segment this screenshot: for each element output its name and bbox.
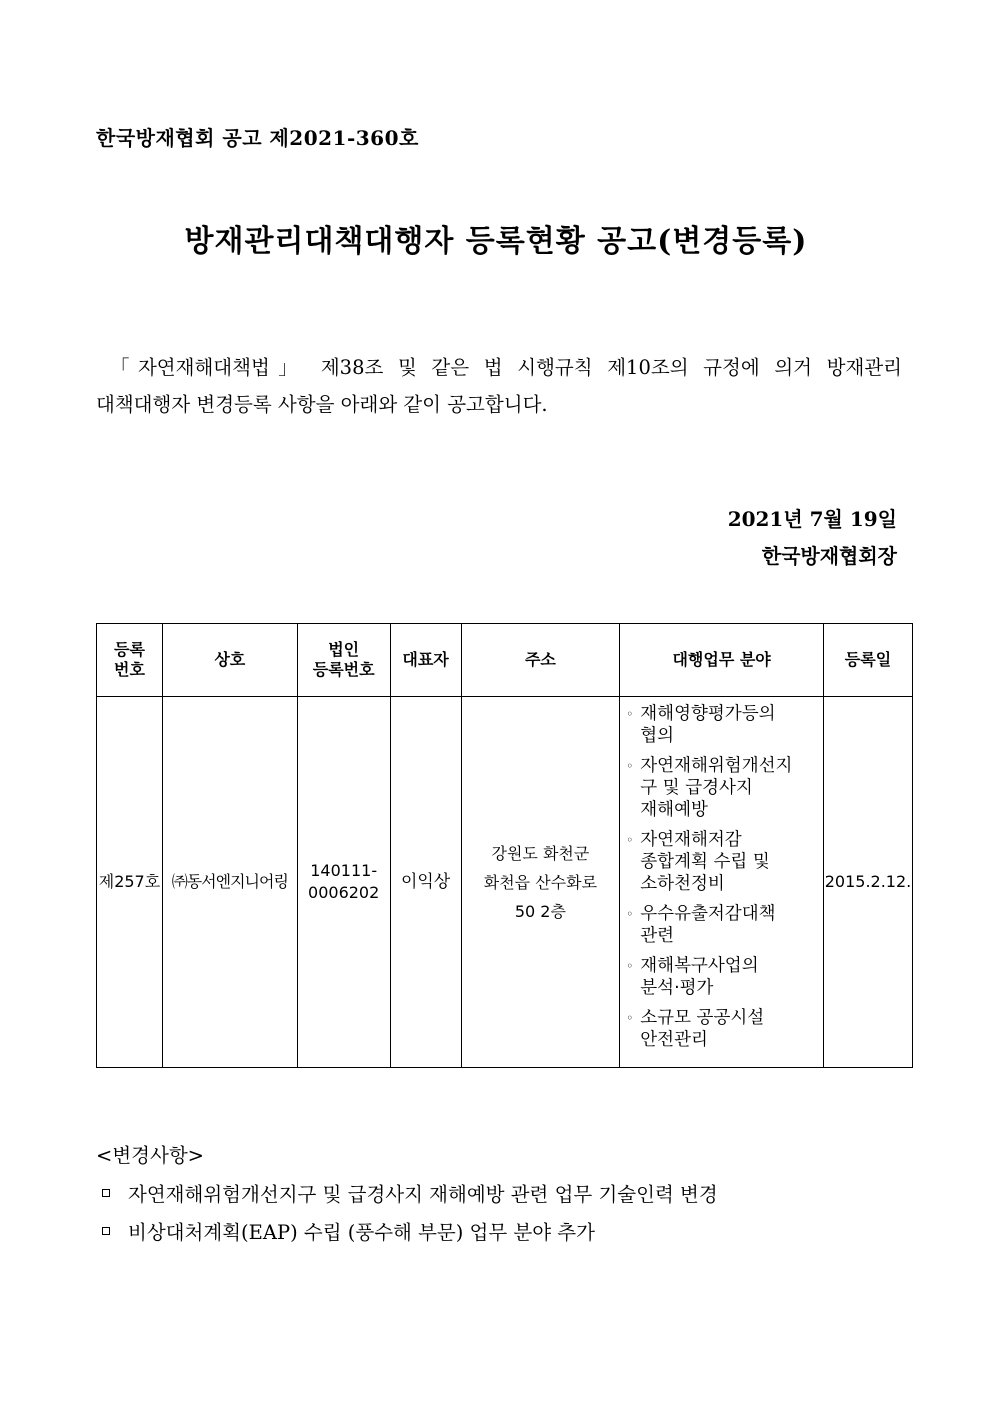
field-text-line: 재해예방 bbox=[640, 800, 708, 820]
notice-body-line-1: 「자연재해대책법」 제38조 및 같은 법 시행규칙 제10조의 규정에 의거 방재관리 bbox=[110, 356, 902, 379]
cell-corp-no-line-1: 140111- bbox=[310, 861, 378, 880]
field-text-line: 우수유출저감대책 bbox=[640, 904, 776, 924]
header-corp-no-line-1: 법인 bbox=[328, 640, 360, 659]
header-company: 상호 bbox=[162, 624, 297, 697]
field-text-line: 종합계획 수립 및 bbox=[640, 852, 770, 872]
header-fields: 대행업무 분야 bbox=[620, 624, 824, 697]
bullet-icon: ◦ bbox=[626, 1011, 634, 1025]
field-text-line: 분석·평가 bbox=[640, 978, 714, 998]
field-text-line: 재해영향평가등의 bbox=[640, 704, 776, 724]
registration-table bbox=[96, 623, 913, 1068]
notice-date: 2021년 7월 19일 bbox=[727, 507, 897, 531]
field-item bbox=[626, 829, 819, 895]
cell-address bbox=[461, 697, 620, 1068]
notice-body bbox=[96, 349, 902, 423]
field-text bbox=[640, 903, 775, 947]
cell-fields bbox=[620, 697, 824, 1068]
bullet-icon: ◦ bbox=[626, 707, 634, 721]
bullet-icon: ◦ bbox=[626, 833, 634, 847]
cell-ceo: 이익상 bbox=[390, 697, 461, 1068]
field-item bbox=[626, 755, 819, 821]
field-item bbox=[626, 955, 819, 999]
field-text-line: 관련 bbox=[640, 926, 675, 946]
change-item bbox=[100, 1217, 595, 1245]
field-text-line: 소규모 공공시설 bbox=[640, 1008, 765, 1028]
table-row bbox=[97, 697, 913, 1068]
table-header-row bbox=[97, 624, 913, 697]
header-reg-no-line-1: 등록 bbox=[114, 640, 145, 659]
changes-title: <변경사항> bbox=[96, 1144, 205, 1167]
header-address: 주소 bbox=[461, 624, 620, 697]
change-item-text: 비상대처계획(EAP) 수립 (풍수해 부문) 업무 분야 추가 bbox=[128, 1221, 595, 1244]
header-reg-no-line-2: 번호 bbox=[114, 660, 145, 679]
bullet-icon: ◦ bbox=[626, 959, 634, 973]
field-item bbox=[626, 903, 819, 947]
header-corp-no bbox=[297, 624, 390, 697]
square-bullet-icon bbox=[102, 1189, 110, 1197]
change-item-text: 자연재해위험개선지구 및 급경사지 재해예방 관련 업무 기술인력 변경 bbox=[128, 1183, 718, 1206]
field-text-line: 협의 bbox=[640, 726, 675, 746]
page-title: 방재관리대책대행자 등록현황 공고(변경등록) bbox=[184, 224, 808, 259]
cell-address-line-2: 화천읍 산수화로 bbox=[483, 872, 598, 892]
field-text-line: 자연재해저감 bbox=[640, 830, 742, 850]
header-reg-no bbox=[97, 624, 163, 697]
cell-reg-date: 2015.2.12. bbox=[823, 697, 912, 1068]
cell-corp-no bbox=[297, 697, 390, 1068]
change-item bbox=[100, 1179, 718, 1207]
field-item bbox=[626, 703, 819, 747]
issuer: 한국방재협회장 bbox=[761, 544, 897, 568]
field-text-line: 소하천정비 bbox=[640, 874, 725, 894]
header-reg-date: 등록일 bbox=[823, 624, 912, 697]
cell-corp-no-line-2: 0006202 bbox=[308, 883, 380, 902]
cell-company: ㈜동서엔지니어링 bbox=[162, 697, 297, 1068]
cell-address-line-1: 강원도 화천군 bbox=[491, 843, 590, 863]
field-text bbox=[640, 829, 769, 895]
square-bullet-icon bbox=[102, 1227, 110, 1235]
field-text bbox=[640, 1007, 764, 1051]
notice-body-line-2: 대책대행자 변경등록 사항을 아래와 같이 공고합니다. bbox=[96, 393, 548, 416]
bullet-icon: ◦ bbox=[626, 759, 634, 773]
field-text bbox=[640, 703, 775, 747]
field-text bbox=[640, 955, 758, 999]
field-text-line: 안전관리 bbox=[640, 1030, 708, 1050]
field-item bbox=[626, 1007, 819, 1051]
notice-number: 한국방재협회 공고 제2021-360호 bbox=[96, 126, 419, 150]
field-text-line: 구 및 급경사지 bbox=[640, 778, 753, 798]
bullet-icon: ◦ bbox=[626, 907, 634, 921]
field-text-line: 재해복구사업의 bbox=[640, 956, 759, 976]
field-text-line: 자연재해위험개선지 bbox=[640, 756, 793, 776]
cell-reg-no: 제257호 bbox=[97, 697, 163, 1068]
cell-address-line-3: 50 2층 bbox=[514, 901, 566, 921]
field-text bbox=[640, 755, 792, 821]
header-ceo: 대표자 bbox=[390, 624, 461, 697]
header-corp-no-line-2: 등록번호 bbox=[312, 660, 375, 679]
